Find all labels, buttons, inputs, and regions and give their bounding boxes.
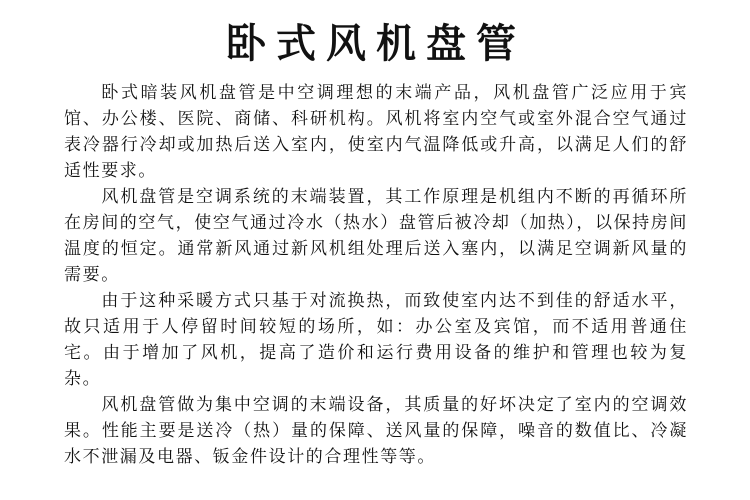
paragraph-quality: 风机盘管做为集中空调的末端设备，其质量的好坏决定了室内的空调效果。性能主要是送冷（热）量的保障、送风量的保障，噪音的数值比、冷凝水不泄漏及电器、钣金件设计的合理性等等。 bbox=[64, 395, 688, 467]
paragraph-working-principle: 风机盘管是空调系统的末端装置，其工作原理是机组内不断的再循环所在房间的空气，使空气通过冷水（热水）盘管后被冷却（加热），以保持房间温度的恒定。通常新风通过新风机组处理后送入塞内，以满足空调新风量的需要。 bbox=[64, 187, 688, 285]
paragraph-intro: 卧式暗装风机盘管是中空调理想的末端产品，风机盘管广泛应用于宾馆、办公楼、医院、商储、科研机构。风机将室内空气或室外混合空气通过表冷器行冷却或加热后送入室内，使室内气温降低或升高，以满足人们的舒适性要求。 bbox=[64, 83, 688, 181]
document-title: 卧式风机盘管 bbox=[226, 20, 526, 67]
paragraph-applicability: 由于这种采暖方式只基于对流换热，而致使室内达不到佳的舒适水平，故只适用于人停留时间较短的场所，如：办公室及宾馆，而不适用普通住宅。由于增加了风机，提高了造价和运行费用设备的维护和管理也较为复杂。 bbox=[64, 291, 688, 389]
